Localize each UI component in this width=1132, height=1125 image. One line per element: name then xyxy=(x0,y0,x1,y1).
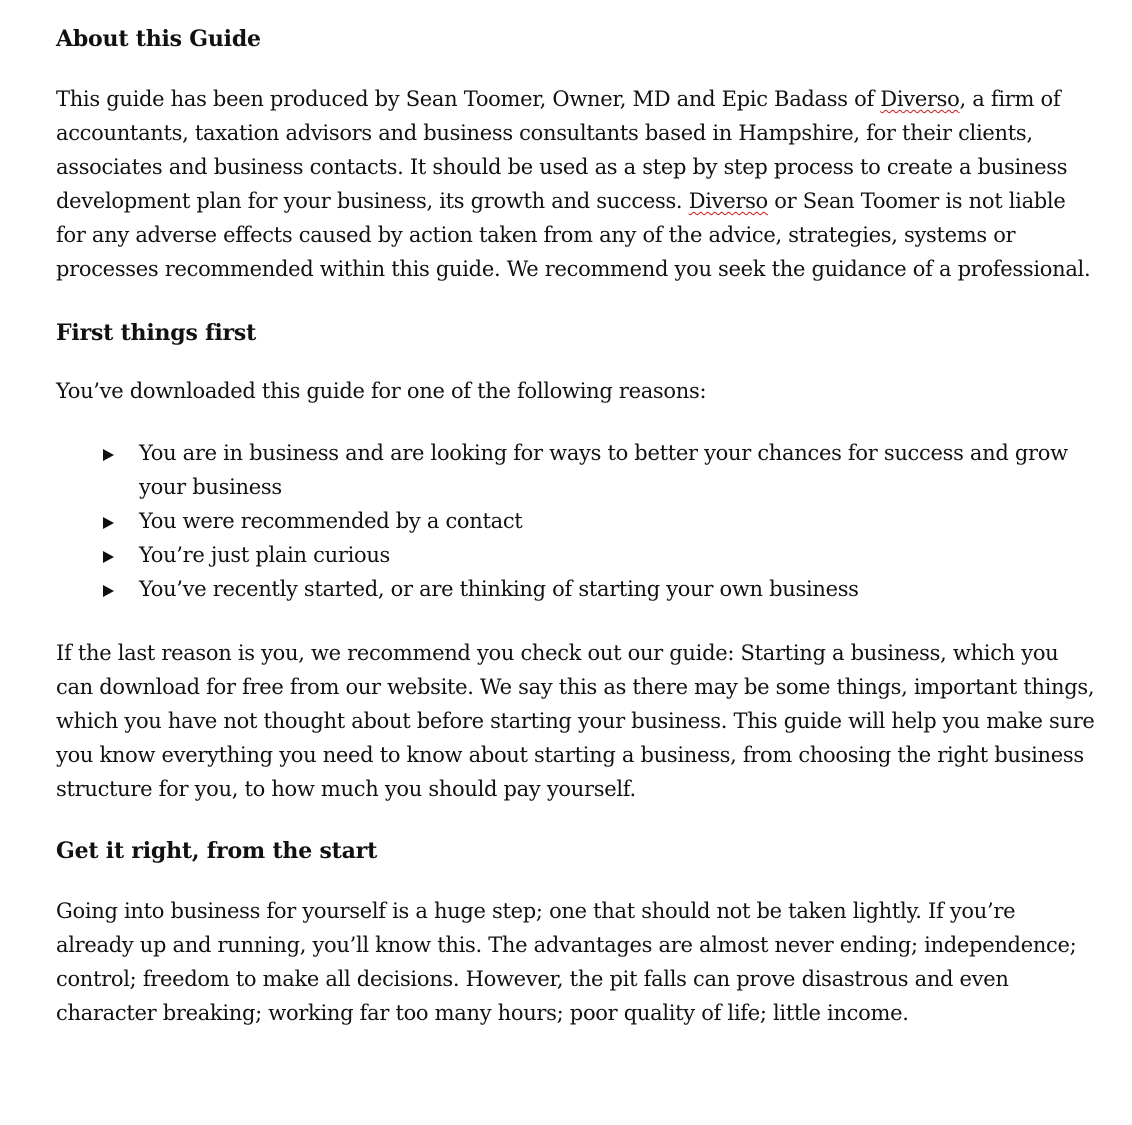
list-item xyxy=(56,572,1096,606)
first-things-intro: You’ve downloaded this guide for one of the following reasons: xyxy=(56,379,707,403)
right-triangle-bullet-icon xyxy=(103,449,114,461)
right-triangle-bullet-icon xyxy=(103,517,114,529)
list-item xyxy=(56,504,1096,538)
get-it-right-heading: Get it right, from the start xyxy=(56,838,378,864)
list-item xyxy=(56,538,1096,572)
about-text-part-1: This guide has been produced by Sean Toomer, Owner, MD and Epic Badass of xyxy=(56,87,881,111)
list-item-text: You are in business and are looking for ways to better your chances for success and grow your business xyxy=(139,441,1068,499)
list-item-text: You’re just plain curious xyxy=(139,543,391,567)
list-item-text: You were recommended by a contact xyxy=(139,509,523,533)
about-text-part-2: , a firm of accountants, taxation advisors and business consultants based in Hampshire, for their clients, associates and business contacts. It should be used as a step by step process to create a business development plan for your business, its growth and success. xyxy=(56,87,1068,213)
right-triangle-bullet-icon xyxy=(103,551,114,563)
about-text-part-3: or Sean Toomer is not liable for any adverse effects caused by action taken from any of the advice, strategies, systems or processes recommended within this guide. We recommend you seek the guidance of a professional. xyxy=(56,189,1091,281)
document-page xyxy=(56,22,1096,1030)
list-item-text: You’ve recently started, or are thinking of starting your own business xyxy=(139,577,859,601)
misspelled-word[interactable]: Diverso xyxy=(880,87,960,111)
first-things-closing: If the last reason is you, we recommend you check out our guide: Starting a business, which you can download for free from our website. We say this as there may be some things, important things, which you have not thought about before starting your business. This guide will help you make sure you know everything you need to know about starting a business, from choosing the right business structure for you, to how much you should pay yourself. xyxy=(56,641,1095,801)
right-triangle-bullet-icon xyxy=(103,585,114,597)
about-heading: About this Guide xyxy=(56,26,261,52)
about-paragraph xyxy=(56,82,1096,286)
list-item xyxy=(56,436,1096,504)
misspelled-word[interactable]: Diverso xyxy=(688,189,768,213)
get-it-right-paragraph: Going into business for yourself is a huge step; one that should not be taken lightly. If you’re already up and running, you’ll know this. The advantages are almost never ending; independence; control; freedom to make all decisions. However, the pit falls can prove disastrous and even character breaking; working far too many hours; poor quality of life; little income. xyxy=(56,899,1077,1025)
first-things-heading: First things first xyxy=(56,320,257,346)
reasons-list xyxy=(56,436,1096,606)
